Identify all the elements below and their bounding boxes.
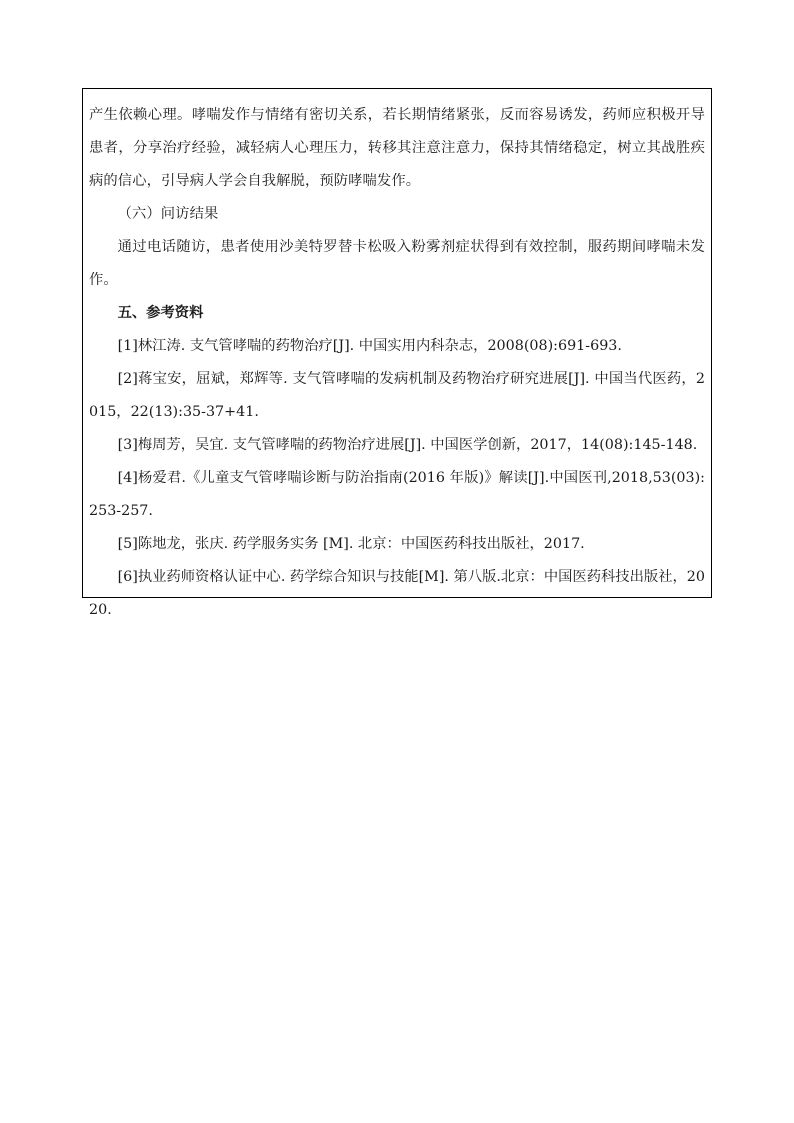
followup-paragraph: 通过电话随访，患者使用沙美特罗替卡松吸入粉雾剂症状得到有效控制，服药期间哮喘未发作。: [89, 239, 705, 288]
reference-item-4: [4]杨爱君.《儿童支气管哮喘诊断与防治指南(2016 年版)》解读[J].中国医刊,2018,53(03):253-257.: [89, 470, 705, 519]
intro-paragraph: 产生依赖心理。哮喘发作与情绪有密切关系，若长期情绪紧张，反而容易诱发，药师应积极开导患者，分享治疗经验，减轻病人心理压力，转移其注意注意力，保持其情绪稳定，树立其战胜疾病的信心，引导病人学会自我解脱，预防哮喘发作。: [89, 107, 705, 189]
reference-item-2: [2]蒋宝安，屈斌，郑辉等. 支气管哮喘的发病机制及药物治疗研究进展[J]. 中国当代医药，2015，22(13):35-37+41.: [89, 371, 705, 420]
reference-item-5: [5]陈地龙，张庆. 药学服务实务 [M]. 北京：中国医药科技出版社，2017.: [117, 536, 585, 552]
reference-item-6: [6]执业药师资格认证中心. 药学综合知识与技能[M]. 第八版.北京：中国医药科技出版社，2020.: [89, 569, 705, 618]
content-table-cell: [82, 88, 712, 618]
references-heading: 五、参考资料: [117, 305, 204, 321]
reference-item-1: [1]林江涛. 支气管哮喘的药物治疗[J]. 中国实用内科杂志，2008(08):691-693.: [117, 338, 622, 354]
followup-heading: （六）问访结果: [117, 206, 219, 222]
reference-item-3: [3]梅周芳，吴宜. 支气管哮喘的药物治疗进展[J]. 中国医学创新，2017，14(08):145-148.: [117, 437, 698, 453]
